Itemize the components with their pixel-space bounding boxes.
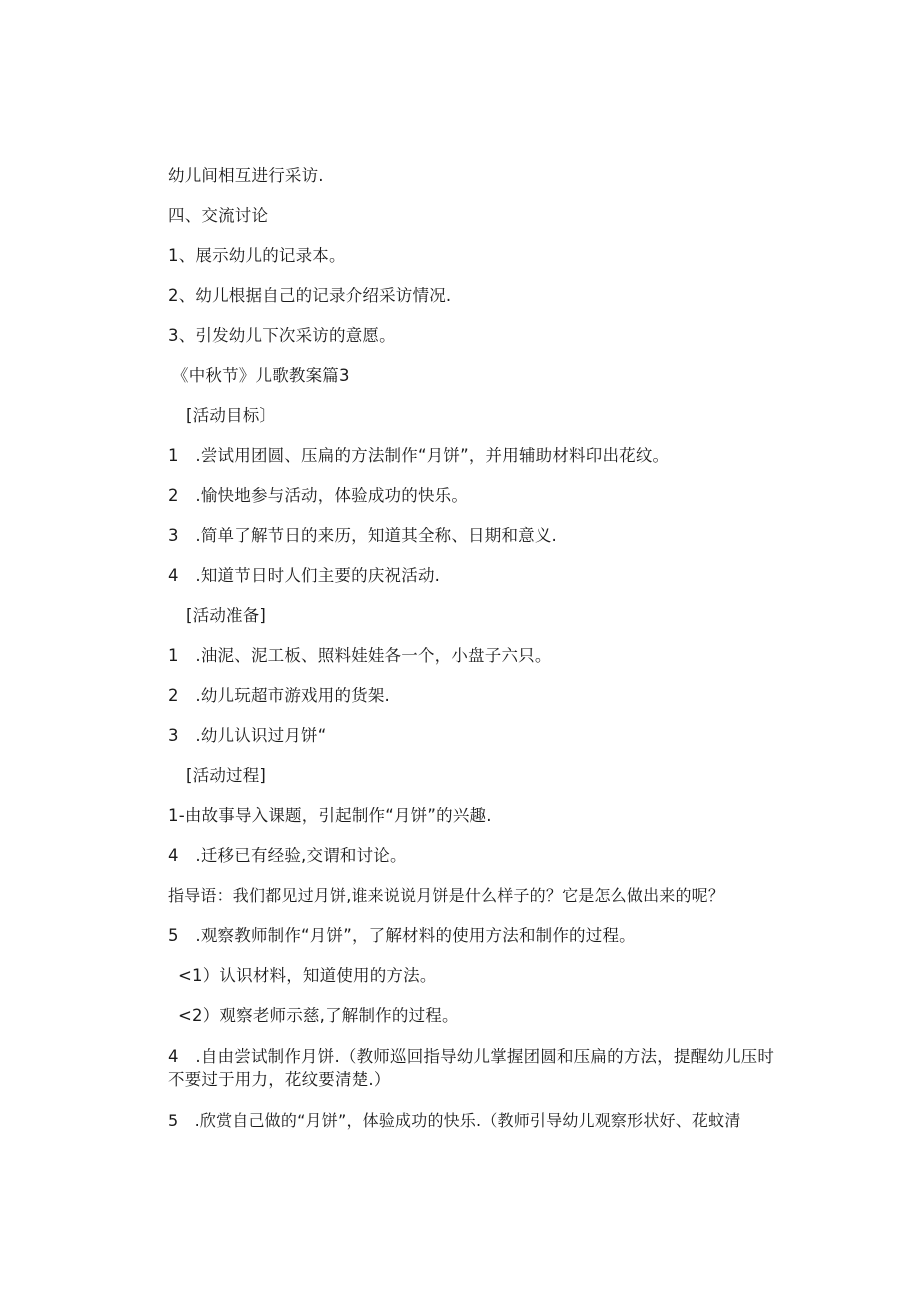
list-item: 4 .知道节日时人们主要的庆祝活动. bbox=[168, 566, 441, 585]
list-item: 1、展示幼儿的记录本。 bbox=[168, 246, 346, 265]
list-item: 2 .愉快地参与活动，体验成功的快乐。 bbox=[168, 486, 469, 505]
list-item: 1 .尝试用团圆、压扁的方法制作“月饼”，并用辅助材料印出花纹。 bbox=[168, 446, 670, 465]
guide-text: 指导语：我们都见过月饼,谁来说说月饼是什么样子的？它是怎么做出来的呢？ bbox=[168, 886, 725, 905]
heading-discussion: 四、交流讨论 bbox=[168, 206, 269, 225]
sub-list-item: <1）认识材料，知道使用的方法。 bbox=[178, 966, 437, 985]
list-item: 2 .幼儿玩超市游戏用的货架. bbox=[168, 686, 390, 705]
subheading-process: [活动过程] bbox=[186, 766, 267, 785]
sub-list-item: <2）观察老师示慈,了解制作的过程。 bbox=[178, 1006, 459, 1025]
paragraph-appreciate: 5 .欣赏自己做的“月饼”，体验成功的快乐.（教师引导幼儿观察形状好、花蚊清 bbox=[168, 1111, 741, 1130]
paragraph-free-attempt: 4 .自由尝试制作月饼.（教师巡回指导幼儿掌握团圆和压扁的方法，提醒幼儿压时不要过于用力，花纹要清楚.） bbox=[168, 1047, 775, 1089]
list-item: 5 .观察教师制作“月饼”，了解材料的使用方法和制作的过程。 bbox=[168, 926, 636, 945]
list-item: 3 .幼儿认识过月饼“ bbox=[168, 726, 327, 745]
list-item: 1 .油泥、泥工板、照料娃娃各一个，小盘子六只。 bbox=[168, 646, 552, 665]
text-line-interview: 幼儿间相互进行采访. bbox=[168, 166, 324, 185]
subheading-preparation: [活动准备] bbox=[186, 606, 267, 625]
subheading-goals: [活动目标〕 bbox=[186, 406, 277, 425]
list-item: 1-由故事导入课题，引起制作“月饼”的兴趣. bbox=[168, 806, 492, 825]
list-item: 2、幼儿根据自己的记录介绍采访情况. bbox=[168, 286, 452, 305]
section-title: 《中秋节》儿歌教案篇3 bbox=[172, 366, 350, 385]
list-item: 3 .简单了解节日的来历，知道其全称、日期和意义. bbox=[168, 526, 557, 545]
list-item: 3、引发幼儿下次采访的意愿。 bbox=[168, 326, 396, 345]
list-item: 4 .迁移已有经验,交谓和讨论。 bbox=[168, 846, 407, 865]
